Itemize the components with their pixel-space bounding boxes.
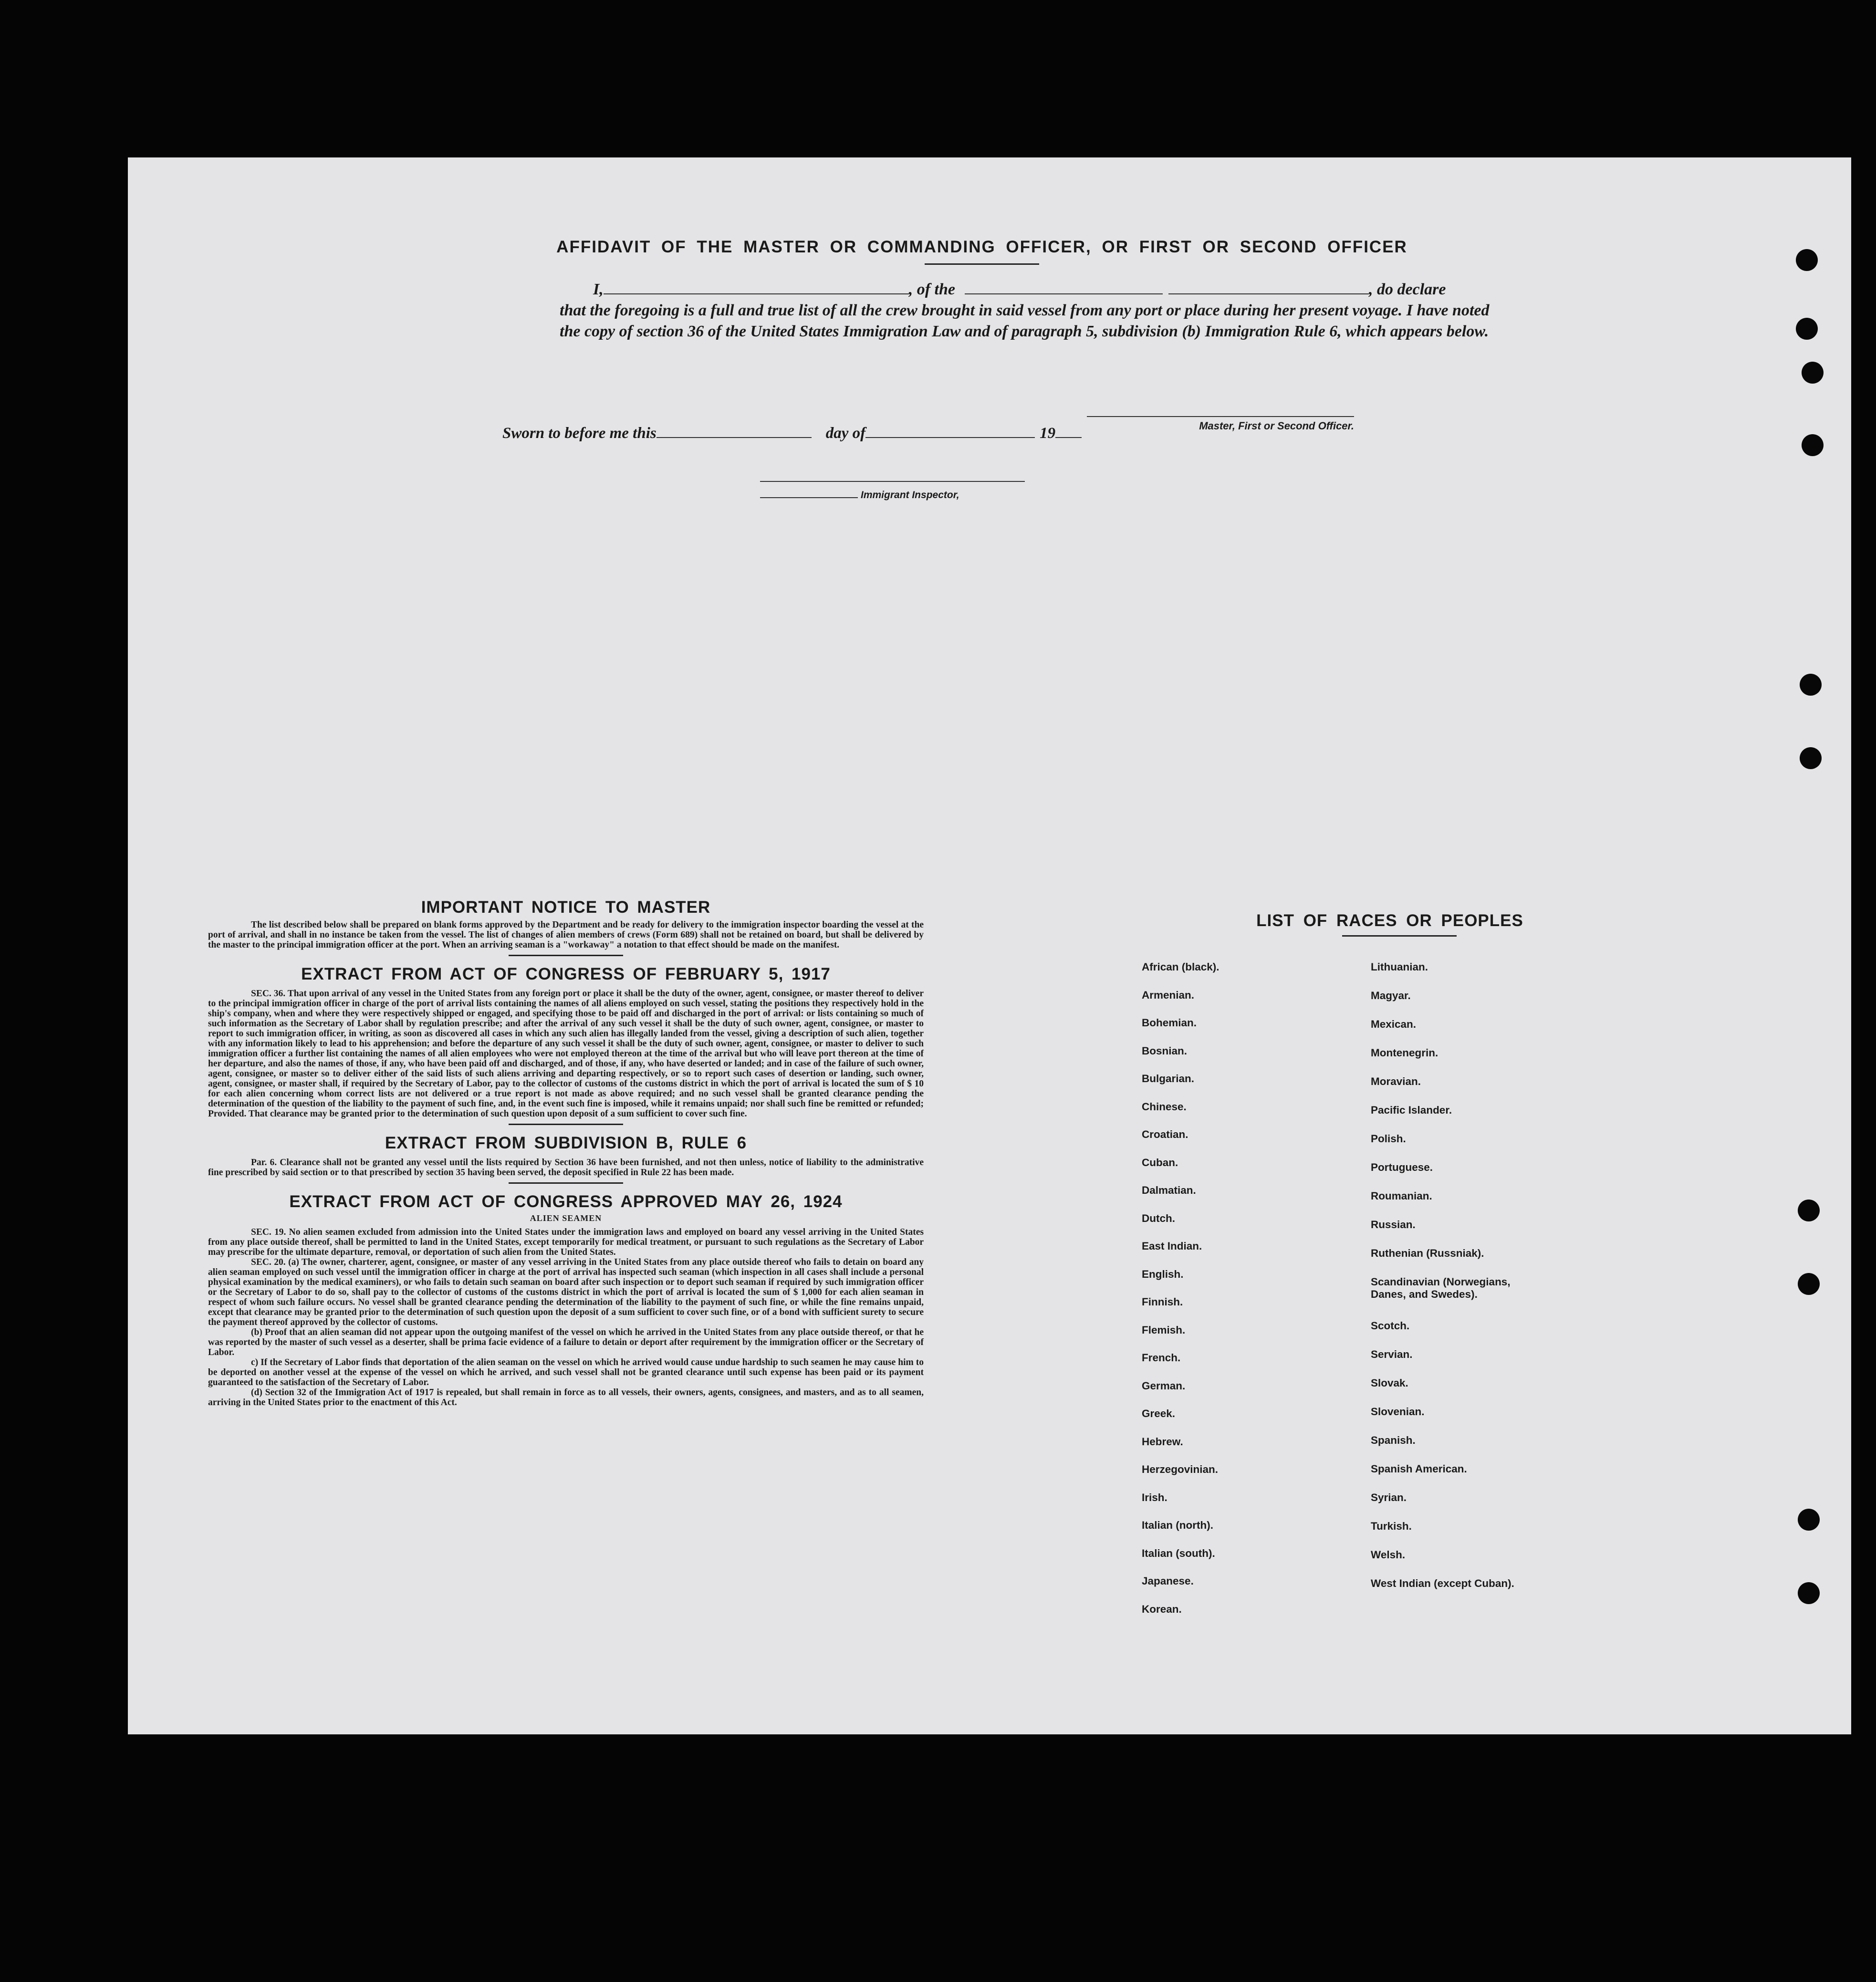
punch-hole bbox=[1800, 747, 1822, 769]
extract-1924-title: EXTRACT FROM ACT OF CONGRESS APPROVED MAY 26, 1924 bbox=[289, 1192, 843, 1211]
race-item: English. bbox=[1142, 1268, 1184, 1280]
notice-title: IMPORTANT NOTICE TO MASTER bbox=[421, 898, 711, 917]
sec-20c-text: c) If the Secretary of Labor finds that deportation of the alien seaman on the vessel on which he arrived would cause undue hardship to such seamen he may cause him to be deported on another vessel at the expense of the vessel on which he arrived, and such vessel shall not be granted clearance until such expense has been paid or its payment guaranteed to the satisfaction of the Secretary of Labor. bbox=[208, 1357, 924, 1387]
sworn-month-blank[interactable] bbox=[865, 432, 1035, 438]
race-item: Hebrew. bbox=[1142, 1435, 1183, 1448]
race-item: Scandinavian (Norwegians, Danes, and Swedes). bbox=[1371, 1276, 1511, 1300]
race-item: Montenegrin. bbox=[1371, 1047, 1438, 1059]
race-item: Russian. bbox=[1371, 1219, 1416, 1231]
race-item: Bosnian. bbox=[1142, 1044, 1188, 1057]
race-item: Portuguese. bbox=[1371, 1161, 1433, 1173]
race-item: German. bbox=[1142, 1379, 1186, 1392]
race-item: Spanish. bbox=[1371, 1434, 1416, 1446]
race-item: Roumanian. bbox=[1371, 1190, 1432, 1202]
name-blank[interactable] bbox=[604, 289, 909, 294]
punch-hole bbox=[1802, 362, 1824, 384]
sworn-day-blank[interactable] bbox=[657, 432, 812, 438]
extract-1924-subtitle: ALIEN SEAMEN bbox=[530, 1213, 602, 1223]
race-item: Moravian. bbox=[1371, 1075, 1421, 1087]
punch-hole bbox=[1798, 1582, 1820, 1604]
race-item: Cuban. bbox=[1142, 1156, 1178, 1168]
race-item: Scotch. bbox=[1371, 1320, 1410, 1332]
inspector-block bbox=[760, 478, 1025, 501]
race-item: Italian (south). bbox=[1142, 1547, 1215, 1559]
race-item: Dutch. bbox=[1142, 1212, 1175, 1224]
sec-19-text: SEC. 19. No alien seamen excluded from admission into the United States under the immigration laws and employed on board any vessel arriving in the United States from any place outside thereof, shall be permitted to land in the United States, except temporarily for medical treatment, or pursuant to such regulations as the Secretary of Labor may prescribe for the ultimate departure, removal, or deportation of such alien from the United States. bbox=[208, 1227, 924, 1257]
section-rule bbox=[509, 955, 623, 956]
race-item: Slovenian. bbox=[1371, 1406, 1425, 1418]
race-item: Italian (north). bbox=[1142, 1519, 1213, 1531]
race-item: Herzegovinian. bbox=[1142, 1463, 1219, 1475]
sec-20d-text: (d) Section 32 of the Immigration Act of 1917 is repealed, but shall remain in force as to all vessels, their owners, agents, consignees, and masters, and as to all seamen, arriving in the United States prior to the enactment of this Act. bbox=[208, 1387, 924, 1408]
race-item: Finnish. bbox=[1142, 1296, 1183, 1308]
race-item: Syrian. bbox=[1371, 1492, 1407, 1503]
sworn-year-blank[interactable] bbox=[1055, 432, 1082, 438]
race-item: Lithuanian. bbox=[1371, 961, 1428, 973]
punch-hole bbox=[1796, 249, 1818, 271]
race-item: Irish. bbox=[1142, 1491, 1167, 1503]
race-item: Greek. bbox=[1142, 1408, 1176, 1419]
race-item: West Indian (except Cuban). bbox=[1371, 1577, 1514, 1589]
race-item: Slovak. bbox=[1371, 1377, 1408, 1389]
sworn-day-of-label: day of bbox=[825, 425, 866, 442]
notice-text: The list described below shall be prepared on blank forms approved by the Department and be ready for delivery to the immigration inspector boarding the vessel at the port of arrival, and shall in no instance be taken from the vessel. The list of changes of alien members of crews (Form 689) shall not be retained on board, but shall be delivered by the master to the principal immigration officer at the port. When an arriving seaman is a "workaway" a notation to that effect should be made on the manifest. bbox=[208, 920, 924, 950]
race-item: African (black). bbox=[1142, 961, 1219, 973]
race-item: Bulgarian. bbox=[1142, 1073, 1195, 1085]
punch-hole bbox=[1800, 674, 1822, 696]
extract-rule6-title: EXTRACT FROM SUBDIVISION B, RULE 6 bbox=[385, 1134, 747, 1152]
race-item: Chinese. bbox=[1142, 1100, 1187, 1113]
document-page bbox=[128, 157, 1851, 1734]
sec-20b-text: (b) Proof that an alien seaman did not appear upon the outgoing manifest of the vessel on which he arrived in the United States from any place outside thereof, or that he was reported by the master of such vessel as a deserter, shall be prima facie evidence of a failure to detain or deport after requirement by the immigration officer or the Secretary of Labor. bbox=[208, 1327, 924, 1357]
race-item: French. bbox=[1142, 1352, 1181, 1364]
race-item: Croatian. bbox=[1142, 1128, 1188, 1140]
extract-rule6-text: Par. 6. Clearance shall not be granted any vessel until the lists required by Section 36 have been furnished, and not then unless, notice of liability to the administrative fine prescribed by said section or to that prescribed by section 35 having been served, the deposit specified in Rule 22 has been made. bbox=[208, 1158, 924, 1178]
races-title-rule bbox=[1342, 935, 1457, 937]
race-item: Armenian. bbox=[1142, 989, 1195, 1001]
affidavit-title: AFFIDAVIT OF THE MASTER OR COMMANDING OFFICER, OR FIRST OR SECOND OFFICER bbox=[556, 238, 1407, 256]
sworn-line bbox=[502, 425, 1082, 442]
legal-extracts bbox=[208, 898, 924, 1408]
punch-hole bbox=[1798, 1273, 1820, 1295]
sworn-label: Sworn to before me this bbox=[502, 425, 657, 442]
races-left-column bbox=[1142, 961, 1323, 1631]
races-title: LIST OF RACES OR PEOPLES bbox=[1256, 911, 1523, 930]
race-item: Pacific Islander. bbox=[1371, 1104, 1452, 1116]
affidavit-body-text: that the foregoing is a full and true list of all the crew brought in said vessel from any port or place during her present voyage. I have noted the copy of section 36 of the United States Immigration Law and of paragraph 5, subdivision (b) Immigration Rule 6, which appears below. bbox=[560, 302, 1490, 340]
extract-1917-title: EXTRACT FROM ACT OF CONGRESS OF FEBRUARY 5, 1917 bbox=[301, 965, 831, 983]
race-item: Turkish. bbox=[1371, 1520, 1412, 1532]
sec-20a-text: SEC. 20. (a) The owner, charterer, agent, consignee, or master of any vessel arriving in the United States from any place outside thereof who fails to detain on board any alien seaman employed on such vessel until the immigration officer in charge at the port of arrival has inspected such seaman (which inspection in all cases shall include a personal physical examination by the medical examiners), or who fails to detain such seaman on board after such inspection or to deport such seaman if required by such immigration officer or the Secretary of Labor to do so, shall pay to the collector of customs of the customs district in which the port of arrival is located the sum of $ 1,000 for each alien seaman in respect of whom such failure occurs. No vessel shall be granted clearance pending the determination of the liability to the payment of such fine, or while the fine remains unpaid, except that clearance may be granted prior to the determination of such question upon the deposit of a sum sufficient to cover such fine, or of a bond with sufficient surety to secure the payment thereof approved by the collector of customs. bbox=[208, 1257, 924, 1327]
race-item: Welsh. bbox=[1371, 1549, 1406, 1561]
affidavit-section bbox=[457, 238, 1507, 342]
races-right-column bbox=[1371, 961, 1552, 1606]
inspector-caption: Immigrant Inspector, bbox=[861, 490, 959, 501]
affidavit-declare-label: , do declare bbox=[1369, 281, 1446, 298]
affidavit-i-label: I, bbox=[593, 281, 604, 298]
inspector-signature-blank[interactable] bbox=[760, 478, 1025, 482]
race-item: Ruthenian (Russniak). bbox=[1371, 1247, 1484, 1259]
signature-blank[interactable] bbox=[1087, 411, 1354, 417]
affidavit-of-the-label: , of the bbox=[908, 281, 956, 298]
punch-hole bbox=[1798, 1200, 1820, 1221]
race-item: Bohemian. bbox=[1142, 1017, 1197, 1029]
title-rule bbox=[925, 263, 1039, 265]
race-item: Flemish. bbox=[1142, 1324, 1186, 1336]
section-rule bbox=[509, 1124, 623, 1125]
signature-block bbox=[1087, 411, 1354, 432]
race-item: Dalmatian. bbox=[1142, 1184, 1196, 1196]
punch-hole bbox=[1798, 1509, 1820, 1531]
race-item: Magyar. bbox=[1371, 990, 1411, 1001]
race-item: Korean. bbox=[1142, 1603, 1182, 1615]
sworn-year-prefix: 19 bbox=[1040, 425, 1056, 442]
race-item: Japanese. bbox=[1142, 1575, 1194, 1587]
extract-1917-text: SEC. 36. That upon arrival of any vessel in the United States from any foreign port or place it shall be the duty of the owner, agent, consignee, or master thereof to deliver to the principal immigration officer in charge of the port of arrival lists containing the names of all aliens employed on such vessel, stating the positions they respectively hold in the ship's company, when and where they were respectively shipped or engaged, and specifying those to be paid off and discharged in the port of arrival: or lists containing so much of such information as the Secretary of Labor shall by regulation prescribe; and after the arrival of any such vessel it shall be the duty of such owner, agent, consignee, or master to report to such immigration officer, in writing, as soon as discovered all cases in which any such alien has illegally landed from the vessel, giving a description of such alien, together with any information likely to lead to his apprehension; and before the departure of any such vessel it shall be the duty of such owner, agent, consignee, or master to deliver to such immigration officer a further list containing the names of all alien employees who were not employed thereon at the time of the arrival but who will leave port thereon at the time of her departure, and also the names of those, if any, who have been paid off and discharged, and of those, if any, who have deserted or landed; and in case of the failure of such owner, agent, consignee, or master so to deliver either of the said lists of such aliens arriving and departing respectively, or so to report such cases of desertion or landing, such owner, agent, consignee, or master shall, if required by the Secretary of Labor, pay to the collector of customs of the customs district in which the port of arrival is located the sum of $ 10 for each alien concerning whom correct lists are not delivered or a true report is not made as above required; and no such vessel shall be granted clearance pending the determination of the question of the liability to the payment of such fine, and, in the event such fine is imposed, while it remains unpaid; nor shall such fine be remitted or refunded; Provided. That clearance may be granted prior to the determination of such question upon deposit of a sum sufficient to cover such fine. bbox=[208, 989, 924, 1119]
punch-hole bbox=[1796, 318, 1818, 340]
vessel-blank[interactable] bbox=[965, 289, 1163, 294]
inspector-name-blank[interactable] bbox=[760, 495, 858, 498]
vessel-name-blank[interactable] bbox=[1168, 289, 1369, 294]
signature-caption: Master, First or Second Officer. bbox=[1199, 420, 1354, 432]
races-section bbox=[1142, 911, 1705, 1615]
race-item: East Indian. bbox=[1142, 1240, 1202, 1252]
race-item: Spanish American. bbox=[1371, 1463, 1467, 1475]
section-rule bbox=[509, 1182, 623, 1184]
race-item: Polish. bbox=[1371, 1133, 1406, 1145]
affidavit-text bbox=[457, 279, 1507, 342]
race-item: Mexican. bbox=[1371, 1018, 1417, 1030]
punch-hole bbox=[1802, 434, 1824, 456]
race-item: Servian. bbox=[1371, 1348, 1413, 1360]
